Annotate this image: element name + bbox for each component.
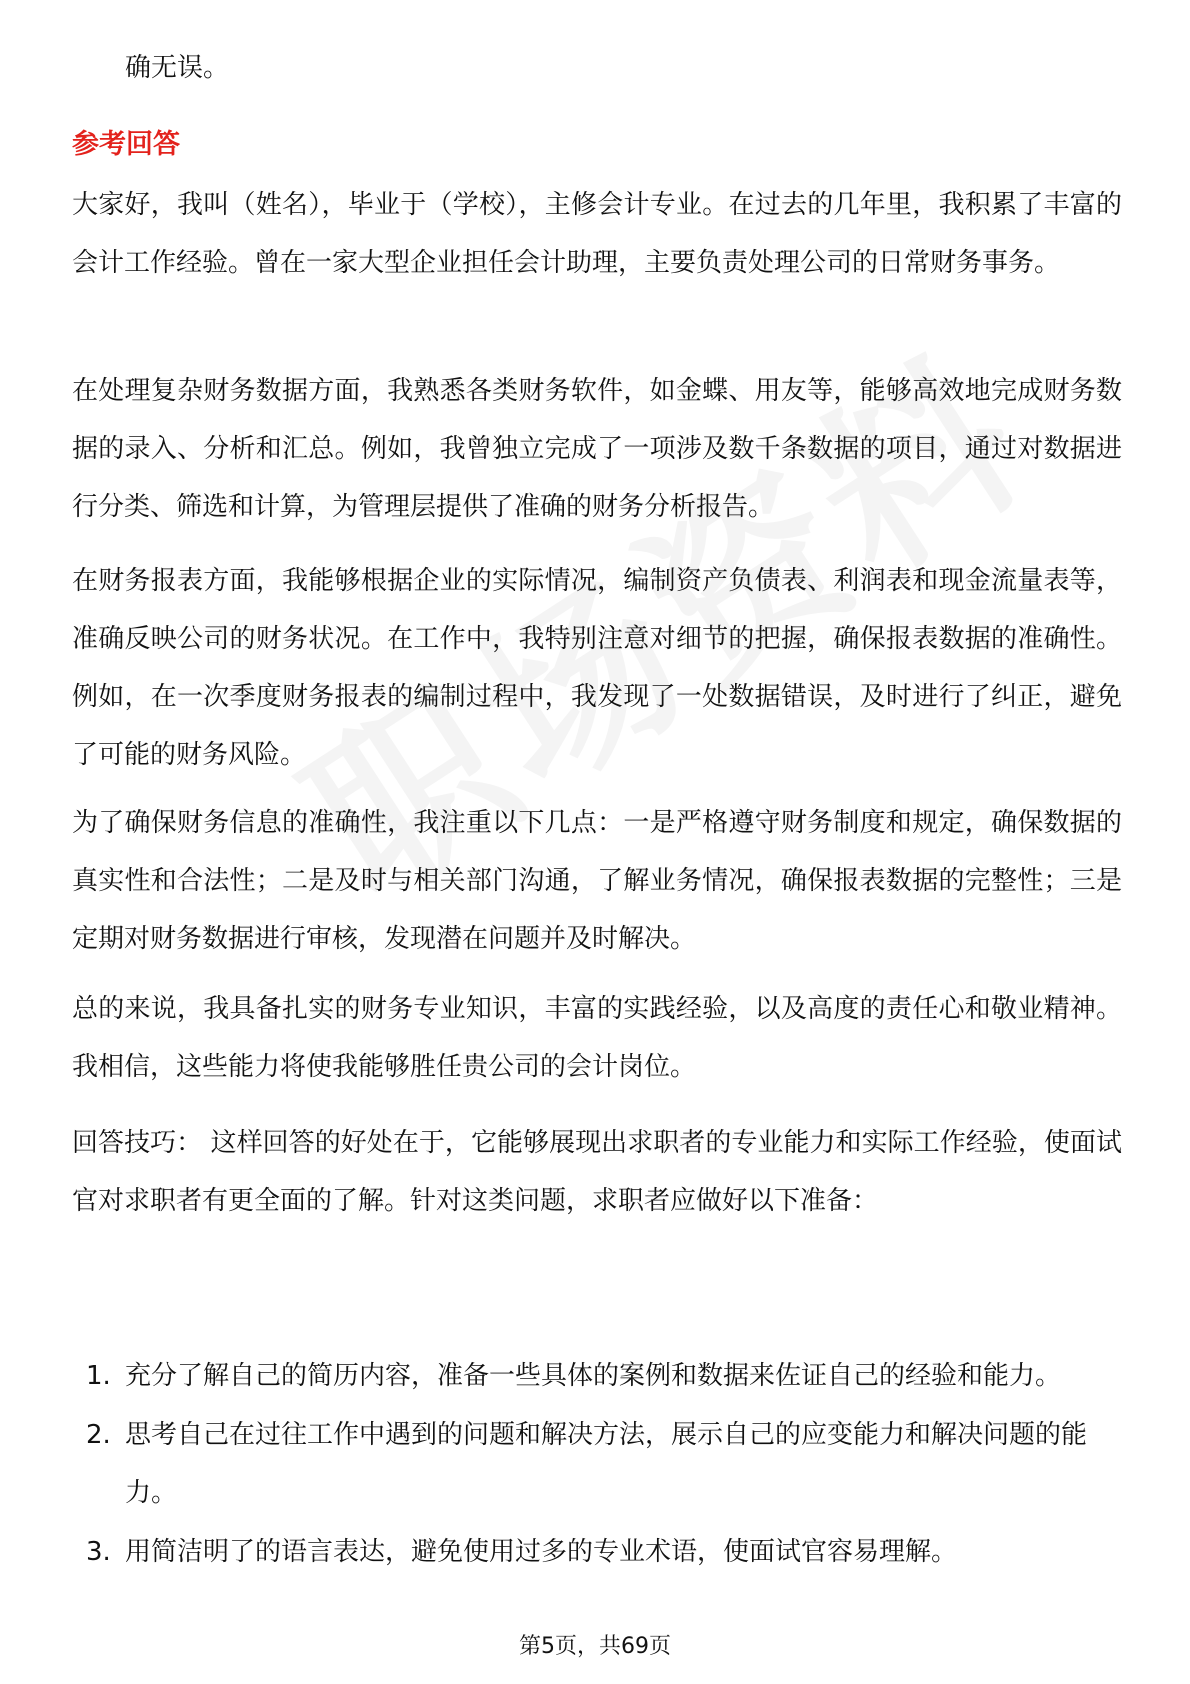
paragraph-intro: 大家好，我叫（姓名），毕业于（学校），主修会计专业。在过去的几年里，我积累了丰富的会计工作经验。曾在一家大型企业担任会计助理，主要负责处理公司的日常财务事务。 xyxy=(72,190,1122,278)
list-item xyxy=(72,1347,1122,1405)
list-item-text: 思考自己在过往工作中遇到的问题和解决方法，展示自己的应变能力和解决问题的能力。 xyxy=(125,1420,1088,1508)
list-item-number: 2. xyxy=(86,1420,111,1450)
list-item xyxy=(72,1523,1122,1581)
list-item-number: 3. xyxy=(86,1537,111,1567)
continuation-text: 确无误。 xyxy=(125,53,230,83)
paragraph-accuracy: 为了确保财务信息的准确性，我注重以下几点：一是严格遵守财务制度和规定，确保数据的真实性和合法性；二是及时与相关部门沟通，了解业务情况，确保报表数据的完整性；三是定期对财务数据进行审核，发现潜在问题并及时解决。 xyxy=(72,808,1122,954)
section-title: 参考回答 xyxy=(72,129,180,160)
paragraph-data-processing: 在处理复杂财务数据方面，我熟悉各类财务软件，如金蝶、用友等，能够高效地完成财务数据的录入、分析和汇总。例如，我曾独立完成了一项涉及数千条数据的项目，通过对数据进行分类、筛选和计算，为管理层提供了准确的财务分析报告。 xyxy=(72,376,1122,522)
tips-list xyxy=(72,1347,1122,1582)
page-footer: 第5页，共69页 xyxy=(519,1634,671,1659)
list-item xyxy=(72,1406,1122,1522)
list-item-text: 用简洁明了的语言表达，避免使用过多的专业术语，使面试官容易理解。 xyxy=(125,1537,958,1567)
paragraph-financial-reports: 在财务报表方面，我能够根据企业的实际情况，编制资产负债表、利润表和现金流量表等，准确反映公司的财务状况。在工作中，我特别注意对细节的把握，确保报表数据的准确性。例如，在一次季度财务报表的编制过程中，我发现了一处数据错误，及时进行了纠正，避免了可能的财务风险。 xyxy=(72,566,1122,770)
paragraph-answer-tips: 回答技巧： 这样回答的好处在于，它能够展现出求职者的专业能力和实际工作经验，使面试官对求职者有更全面的了解。针对这类问题，求职者应做好以下准备： xyxy=(72,1128,1122,1216)
list-item-number: 1. xyxy=(86,1361,111,1391)
list-item-text: 充分了解自己的简历内容，准备一些具体的案例和数据来佐证自己的经验和能力。 xyxy=(125,1361,1062,1391)
paragraph-summary: 总的来说，我具备扎实的财务专业知识，丰富的实践经验，以及高度的责任心和敬业精神。我相信，这些能力将使我能够胜任贵公司的会计岗位。 xyxy=(72,994,1122,1082)
